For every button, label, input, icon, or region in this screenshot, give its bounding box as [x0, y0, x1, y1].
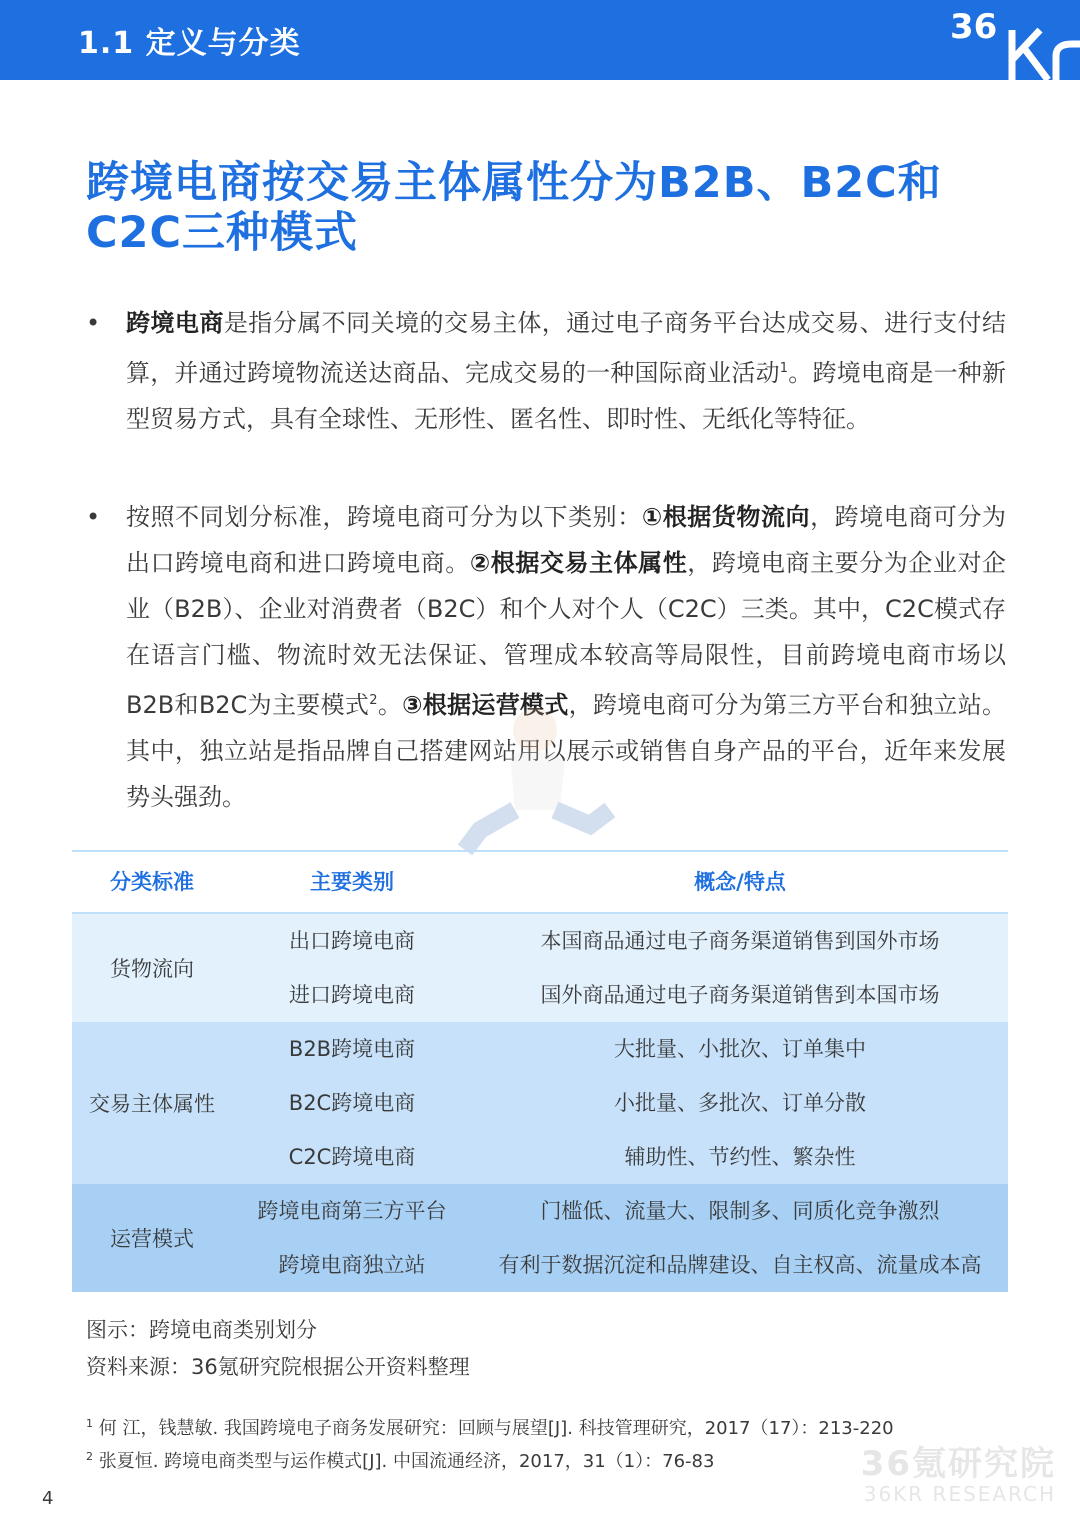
bold-term: ②根据交易主体属性 [469, 549, 688, 577]
table-row [72, 1022, 1008, 1076]
desc-cell: 本国商品通过电子商务渠道销售到国外市场 [540, 929, 940, 953]
type-cell: 跨境电商独立站 [278, 1253, 426, 1277]
type-cell: 跨境电商第三方平台 [257, 1199, 447, 1223]
header-cell: 分类标准 [110, 870, 194, 894]
desc-cell: 有利于数据沉淀和品牌建设、自主权高、流量成本高 [498, 1253, 982, 1277]
table-group-trade-entity [72, 1022, 1008, 1184]
bullet-dot: • [86, 309, 101, 337]
header-bar [0, 0, 1080, 80]
table-row [72, 1184, 1008, 1238]
page-number: 4 [42, 1488, 54, 1509]
table-header [72, 852, 1008, 914]
bullet-dot: • [86, 503, 101, 531]
figure-caption: 图示：跨境电商类别划分 [86, 1318, 317, 1342]
category-cell: 运营模式 [110, 1227, 194, 1251]
bold-term: ③根据运营模式 [402, 691, 569, 719]
table-row [72, 1076, 1008, 1130]
header-cell: 概念/特点 [694, 870, 786, 894]
watermark-cn: 36氪研究院 [860, 1444, 1056, 1484]
table-row [72, 1238, 1008, 1292]
footnote-ref: 2 [369, 693, 378, 708]
svg-text:36: 36 [950, 7, 998, 47]
table-group-goods-flow [72, 914, 1008, 1022]
type-cell: 出口跨境电商 [289, 929, 415, 953]
section-label: 1.1 定义与分类 [78, 26, 301, 61]
type-cell: C2C跨境电商 [288, 1145, 416, 1169]
brand-logo-icon [940, 0, 1080, 80]
type-cell: 进口跨境电商 [289, 983, 415, 1007]
bold-term: ①根据货物流向 [641, 503, 811, 531]
source-caption: 资料来源：36氪研究院根据公开资料整理 [86, 1355, 470, 1379]
headline: 跨境电商按交易主体属性分为B2B、B2C和C2C三种模式 [86, 158, 942, 258]
desc-cell: 门槛低、流量大、限制多、同质化竞争激烈 [540, 1199, 940, 1223]
bullet-classification: • 按照不同划分标准，跨境电商可分为以下类别：①根据货物流向，跨境电商可分为出口跨境电商和进口跨境电商。②根据交易主体属性，跨境电商主要分为企业对企业（B2B）、企业对消费者（B2C）和个人对个人（C2C）三类。其中，C2C模式存在语言门槛、物流时效无法保证、管理成本较高等局限性，目前跨境电商市场以B2B和B2C为主要模式$^2$。③根据运营模式，跨境电商可分为第三方平台和独立站。其中，独立站是指品牌自己搭建网站用以展示或销售自身产品的平台，近年来发展势头强劲。 [86, 494, 1006, 820]
header-cell: 主要类别 [310, 870, 394, 894]
table-row [72, 914, 1008, 968]
category-table [72, 850, 1008, 1292]
bullet-definition: • 跨境电商是指分属不同关境的交易主体，通过电子商务平台达成交易、进行支付结算，并通过跨境物流送达商品、完成交易的一种国际商业活动$^1$。跨境电商是一种新型贸易方式，具有全球性、无形性、匿名性、即时性、无纸化等特征。 [86, 300, 1006, 442]
desc-cell: 国外商品通过电子商务渠道销售到本国市场 [540, 983, 940, 1007]
table-row [72, 1130, 1008, 1184]
desc-cell: 大批量、小批次、订单集中 [614, 1037, 866, 1061]
watermark-en: 36KR RESEARCH [863, 1482, 1056, 1506]
bold-term: 跨境电商 [126, 309, 224, 337]
footnote: $^1$ 何 江，钱慧敏. 我国跨境电子商务发展研究：回顾与展望[J]. 科技管理研究，2017（17）：213-220 [86, 1417, 894, 1439]
footnote: $^2$ 张夏恒. 跨境电商类型与运作模式[J]. 中国流通经济，2017，31（1）：76-83 [86, 1450, 715, 1472]
type-cell: B2B跨境电商 [288, 1037, 416, 1061]
category-cell: 货物流向 [110, 957, 194, 981]
footnote-ref: 1 [779, 361, 789, 376]
category-cell: 交易主体属性 [89, 1092, 215, 1116]
desc-cell: 小批量、多批次、订单分散 [614, 1091, 866, 1115]
mascot-watermark-icon [440, 700, 620, 860]
table-group-operation-mode [72, 1184, 1008, 1292]
desc-cell: 辅助性、节约性、繁杂性 [624, 1145, 856, 1169]
type-cell: B2C跨境电商 [288, 1091, 416, 1115]
table-row [72, 968, 1008, 1022]
